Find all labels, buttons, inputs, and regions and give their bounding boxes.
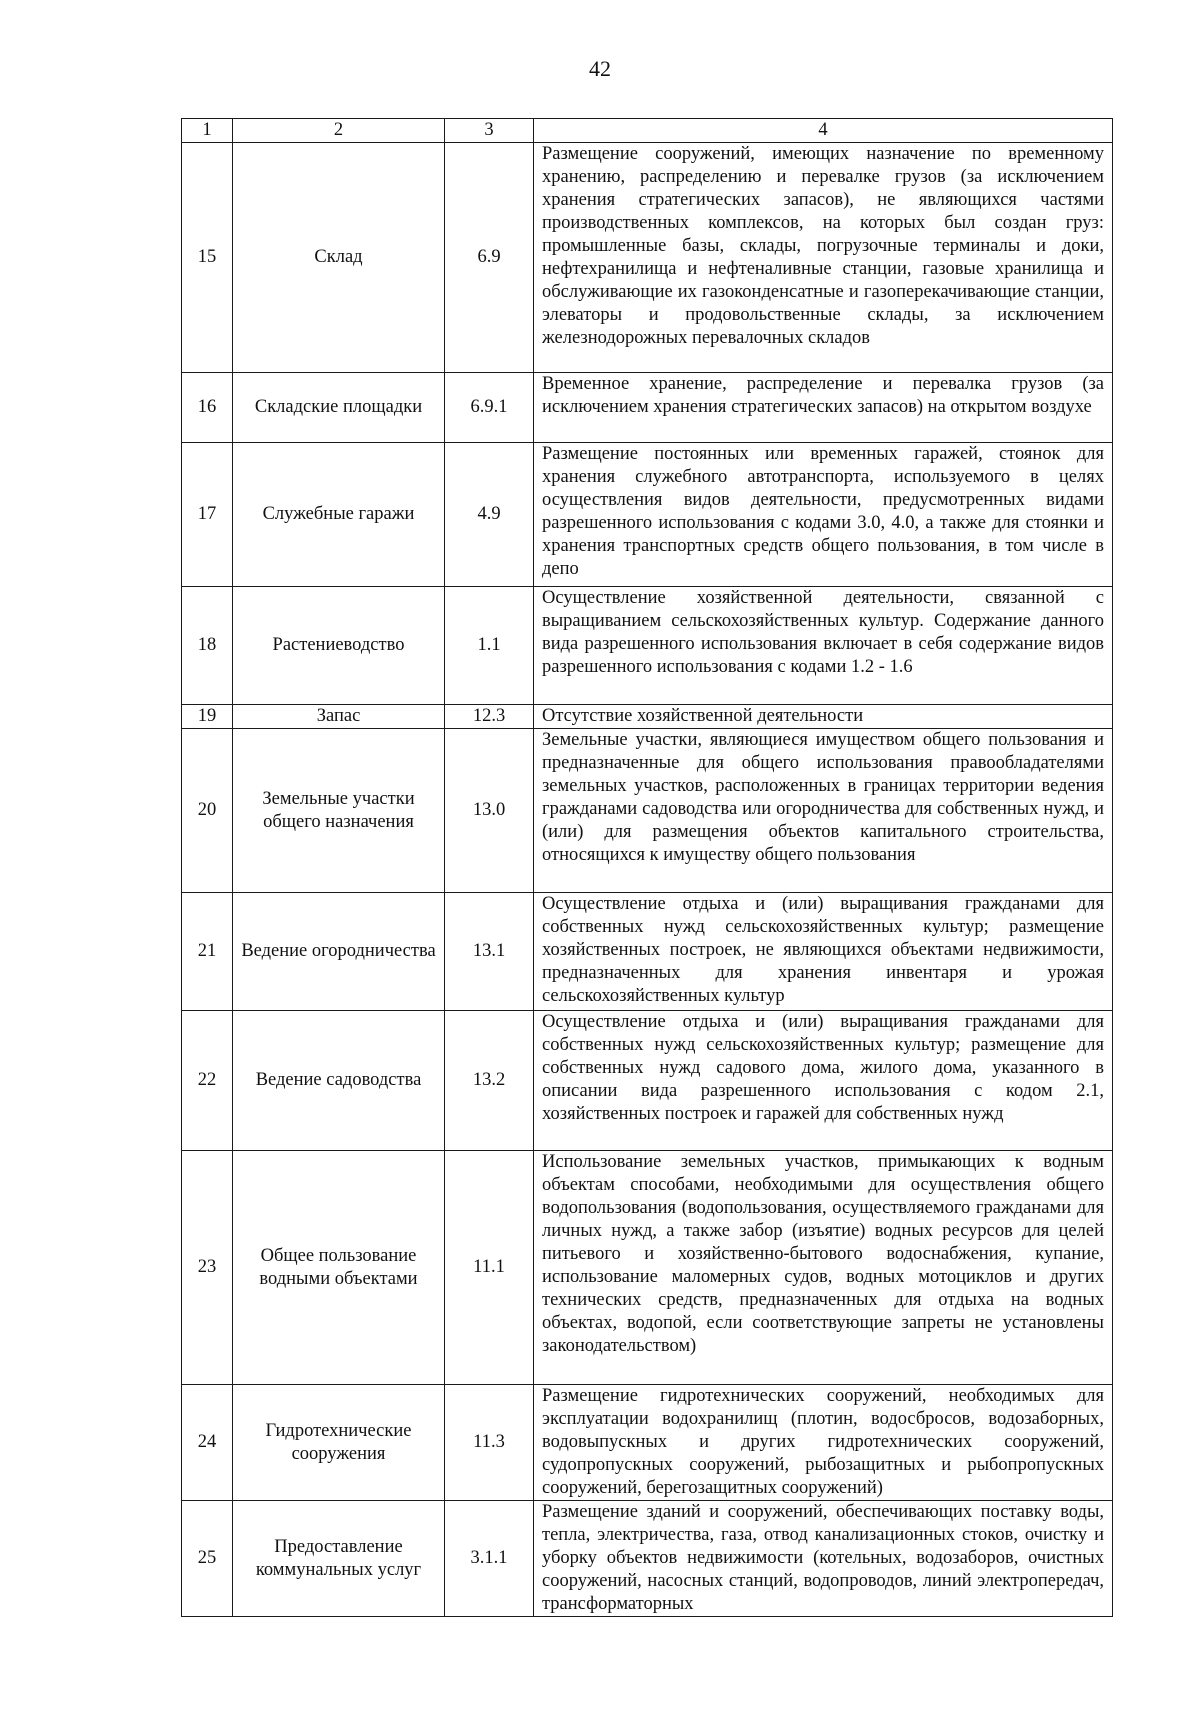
table-row	[182, 1011, 1113, 1151]
row-code: 6.9	[445, 143, 534, 373]
table-row	[182, 1151, 1113, 1385]
row-code: 11.3	[445, 1385, 534, 1501]
row-description: Земельные участки, являющиеся имуществом общего пользования и предназначенные для общего использования правообладателями земельных участков, расположенных в границах территории ведения гражданами садоводства или огородничества для собственных нужд, и (или) для размещения объектов капитального строительства, относящихся к имуществу общего пользования	[534, 729, 1113, 893]
table-row	[182, 373, 1113, 443]
row-code: 13.0	[445, 729, 534, 893]
row-number: 19	[182, 705, 233, 729]
row-description: Временное хранение, распределение и перевалка грузов (за исключением хранения стратегических запасов) на открытом воздухе	[534, 373, 1113, 443]
row-number: 20	[182, 729, 233, 893]
row-code: 3.1.1	[445, 1501, 534, 1617]
row-code: 6.9.1	[445, 373, 534, 443]
row-code: 11.1	[445, 1151, 534, 1385]
table-row	[182, 1501, 1113, 1617]
row-description: Осуществление отдыха и (или) выращивания гражданами для собственных нужд сельскохозяйственных культур; размещение для собственных нужд садового дома, жилого дома, указанного в описании вида разрешенного использования с кодом 2.1, хозяйственных построек и гаражей для собственных нужд	[534, 1011, 1113, 1151]
row-code: 13.1	[445, 893, 534, 1011]
table-row	[182, 587, 1113, 705]
row-description: Осуществление хозяйственной деятельности, связанной с выращиванием сельскохозяйственных культур. Содержание данного вида разрешенного использования включает в себя содержание видов разрешенного использования с кодами 1.2 - 1.6	[534, 587, 1113, 705]
row-description: Осуществление отдыха и (или) выращивания гражданами для собственных нужд сельскохозяйственных культур; размещение хозяйственных построек, не являющихся объектами недвижимости, предназначенных для хранения инвентаря и урожая сельскохозяйственных культур	[534, 893, 1113, 1011]
table-header-row	[182, 119, 1113, 143]
row-name: Предоставление коммунальных услуг	[233, 1501, 445, 1617]
table-row	[182, 143, 1113, 373]
row-description: Размещение гидротехнических сооружений, необходимых для эксплуатации водохранилищ (плотин, водосбросов, водозаборных, водовыпускных и других гидротехнических сооружений, судопропускных сооружений, рыбозащитных и рыбопропускных сооружений, берегозащитных сооружений)	[534, 1385, 1113, 1501]
column-header-number: 1	[182, 119, 233, 143]
row-number: 23	[182, 1151, 233, 1385]
row-name: Запас	[233, 705, 445, 729]
table-row	[182, 893, 1113, 1011]
row-description: Отсутствие хозяйственной деятельности	[534, 705, 1113, 729]
row-name: Ведение садоводства	[233, 1011, 445, 1151]
column-header-description: 4	[534, 119, 1113, 143]
row-description: Использование земельных участков, примыкающих к водным объектам способами, необходимыми для осуществления общего водопользования (водопользования, осуществляемого гражданами для личных нужд, а также забор (изъятие) водных ресурсов для целей питьевого и хозяйственно-бытового водоснабжения, купание, использование маломерных судов, водных мотоциклов и других технических средств, предназначенных для отдыха на водных объектах, водопой, если соответствующие запреты не установлены законодательством)	[534, 1151, 1113, 1385]
row-description: Размещение зданий и сооружений, обеспечивающих поставку воды, тепла, электричества, газа, отвод канализационных стоков, очистку и уборку объектов недвижимости (котельных, водозаборов, очистных сооружений, насосных станций, водопроводов, линий электропередач, трансформаторных	[534, 1501, 1113, 1617]
row-name: Склад	[233, 143, 445, 373]
row-number: 25	[182, 1501, 233, 1617]
row-name: Служебные гаражи	[233, 443, 445, 587]
land-use-table	[181, 118, 1113, 1617]
row-code: 13.2	[445, 1011, 534, 1151]
row-name: Земельные участки общего назначения	[233, 729, 445, 893]
column-header-name: 2	[233, 119, 445, 143]
row-description: Размещение сооружений, имеющих назначение по временному хранению, распределению и перевалке грузов (за исключением хранения стратегических запасов), не являющихся частями производственных комплексов, на которых был создан груз: промышленные базы, склады, погрузочные терминалы и доки, нефтехранилища и нефтеналивные станции, газовые хранилища и обслуживающие их газоконденсатные и газоперекачивающие станции, элеваторы и продовольственные склады, за исключением железнодорожных перевалочных складов	[534, 143, 1113, 373]
table-row	[182, 705, 1113, 729]
row-number: 24	[182, 1385, 233, 1501]
row-name: Складские площадки	[233, 373, 445, 443]
row-name: Общее пользование водными объектами	[233, 1151, 445, 1385]
row-code: 1.1	[445, 587, 534, 705]
row-code: 12.3	[445, 705, 534, 729]
row-code: 4.9	[445, 443, 534, 587]
row-number: 15	[182, 143, 233, 373]
row-number: 22	[182, 1011, 233, 1151]
table-row	[182, 443, 1113, 587]
row-number: 21	[182, 893, 233, 1011]
row-number: 16	[182, 373, 233, 443]
table-row	[182, 729, 1113, 893]
page-number: 42	[589, 56, 611, 81]
table-row	[182, 1385, 1113, 1501]
row-name: Ведение огородничества	[233, 893, 445, 1011]
column-header-code: 3	[445, 119, 534, 143]
row-name: Гидротехнические сооружения	[233, 1385, 445, 1501]
row-number: 18	[182, 587, 233, 705]
row-description: Размещение постоянных или временных гаражей, стоянок для хранения служебного автотранспорта, используемого в целях осуществления видов деятельности, предусмотренных видами разрешенного использования с кодами 3.0, 4.0, а также для стоянки и хранения транспортных средств общего пользования, в том числе в депо	[534, 443, 1113, 587]
row-name: Растениеводство	[233, 587, 445, 705]
row-number: 17	[182, 443, 233, 587]
